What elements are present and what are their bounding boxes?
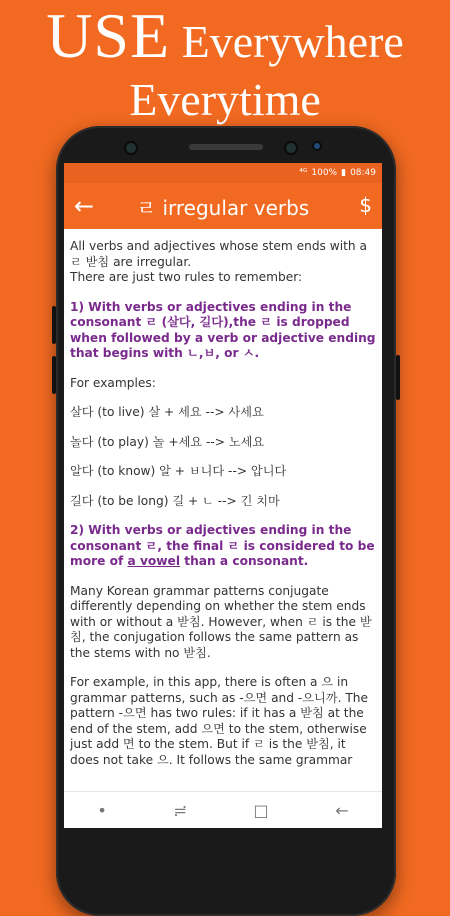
rule-2-vowel-text: a vowel (127, 554, 181, 568)
phone-power-button (396, 355, 400, 400)
example-item: 놀다 (to play) 놀 +세요 --> 노세요 (70, 434, 265, 449)
example-item: 길다 (to be long) 길 + ㄴ --> 긴 치마 (70, 493, 280, 508)
intro-line-1: All verbs and adjectives whose stem ends with a ㄹ 받침 are irregular. (70, 239, 367, 269)
phone-volume-button (52, 356, 56, 394)
battery-percent: 100% (311, 168, 338, 178)
phone-sensor-icon (286, 143, 296, 153)
rule-2-text-a: 2) With verbs or adjectives ending in the consonant ㄹ, the final ㄹ is considered to be more of (70, 523, 375, 568)
status-time: 08:49 (350, 168, 376, 178)
intro-line-2: There are just two rules to remember: (70, 270, 303, 284)
promo-everywhere-text: Everywhere (181, 16, 404, 67)
phone-speaker (189, 144, 263, 150)
app-toolbar (64, 183, 382, 229)
lesson-content (64, 229, 382, 768)
paragraph-2: For example, in this app, there is often a 으 in grammar patterns, such as -으면 and -으니까. The pattern -으면 has two rules: if it has a 받침 at the end of the stem, add 으면 to the stem, otherwise just add 면 to the stem. But if ㄹ is the 받침, it does not take 으. It follows the same grammar (70, 675, 369, 767)
promo-use-text: USE (46, 0, 171, 71)
intro-text (70, 239, 376, 286)
phone-led-icon (314, 143, 320, 149)
rule-1: 1) With verbs or adjectives ending in the consonant ㄹ (살다, 길다),the ㄹ is dropped when followed by a verb or adjective ending that begins with ㄴ,ㅂ, or ㅅ. (70, 299, 376, 360)
page-title: ㄹ irregular verbs (136, 195, 310, 220)
status-bar (64, 163, 382, 183)
phone-volume-button (52, 306, 56, 344)
android-nav-bar (64, 791, 382, 828)
rule-2-text-b: than a consonant. (180, 554, 309, 568)
battery-icon: ▮ (341, 168, 347, 178)
paragraph-1: Many Korean grammar patterns conjugate differently depending on whether the stem ends with or without a 받침. However, when ㄹ is the 받침, the conjugation follows the same pattern as the stems with no 받침. (70, 583, 372, 660)
nav-dot-icon[interactable]: • (97, 800, 107, 820)
dollar-icon[interactable]: $ (359, 193, 372, 217)
examples-header: For examples: (70, 375, 156, 390)
phone-camera-icon (126, 143, 136, 153)
nav-back-icon[interactable]: ← (335, 800, 349, 820)
promo-line-1 (0, 0, 450, 71)
app-screen (64, 163, 382, 828)
example-item: 알다 (to know) 알 + ㅂ니다 --> 압니다 (70, 464, 287, 478)
recents-icon[interactable]: ≓ (173, 800, 187, 820)
home-icon[interactable]: □ (253, 800, 269, 820)
signal-icon: ⁴ᴳ (299, 168, 308, 178)
back-arrow-icon[interactable]: ← (74, 192, 95, 220)
rule-2 (70, 523, 376, 570)
example-item: 살다 (to live) 살 + 세요 --> 사세요 (70, 405, 264, 419)
promo-line-2: Everytime (129, 74, 321, 125)
